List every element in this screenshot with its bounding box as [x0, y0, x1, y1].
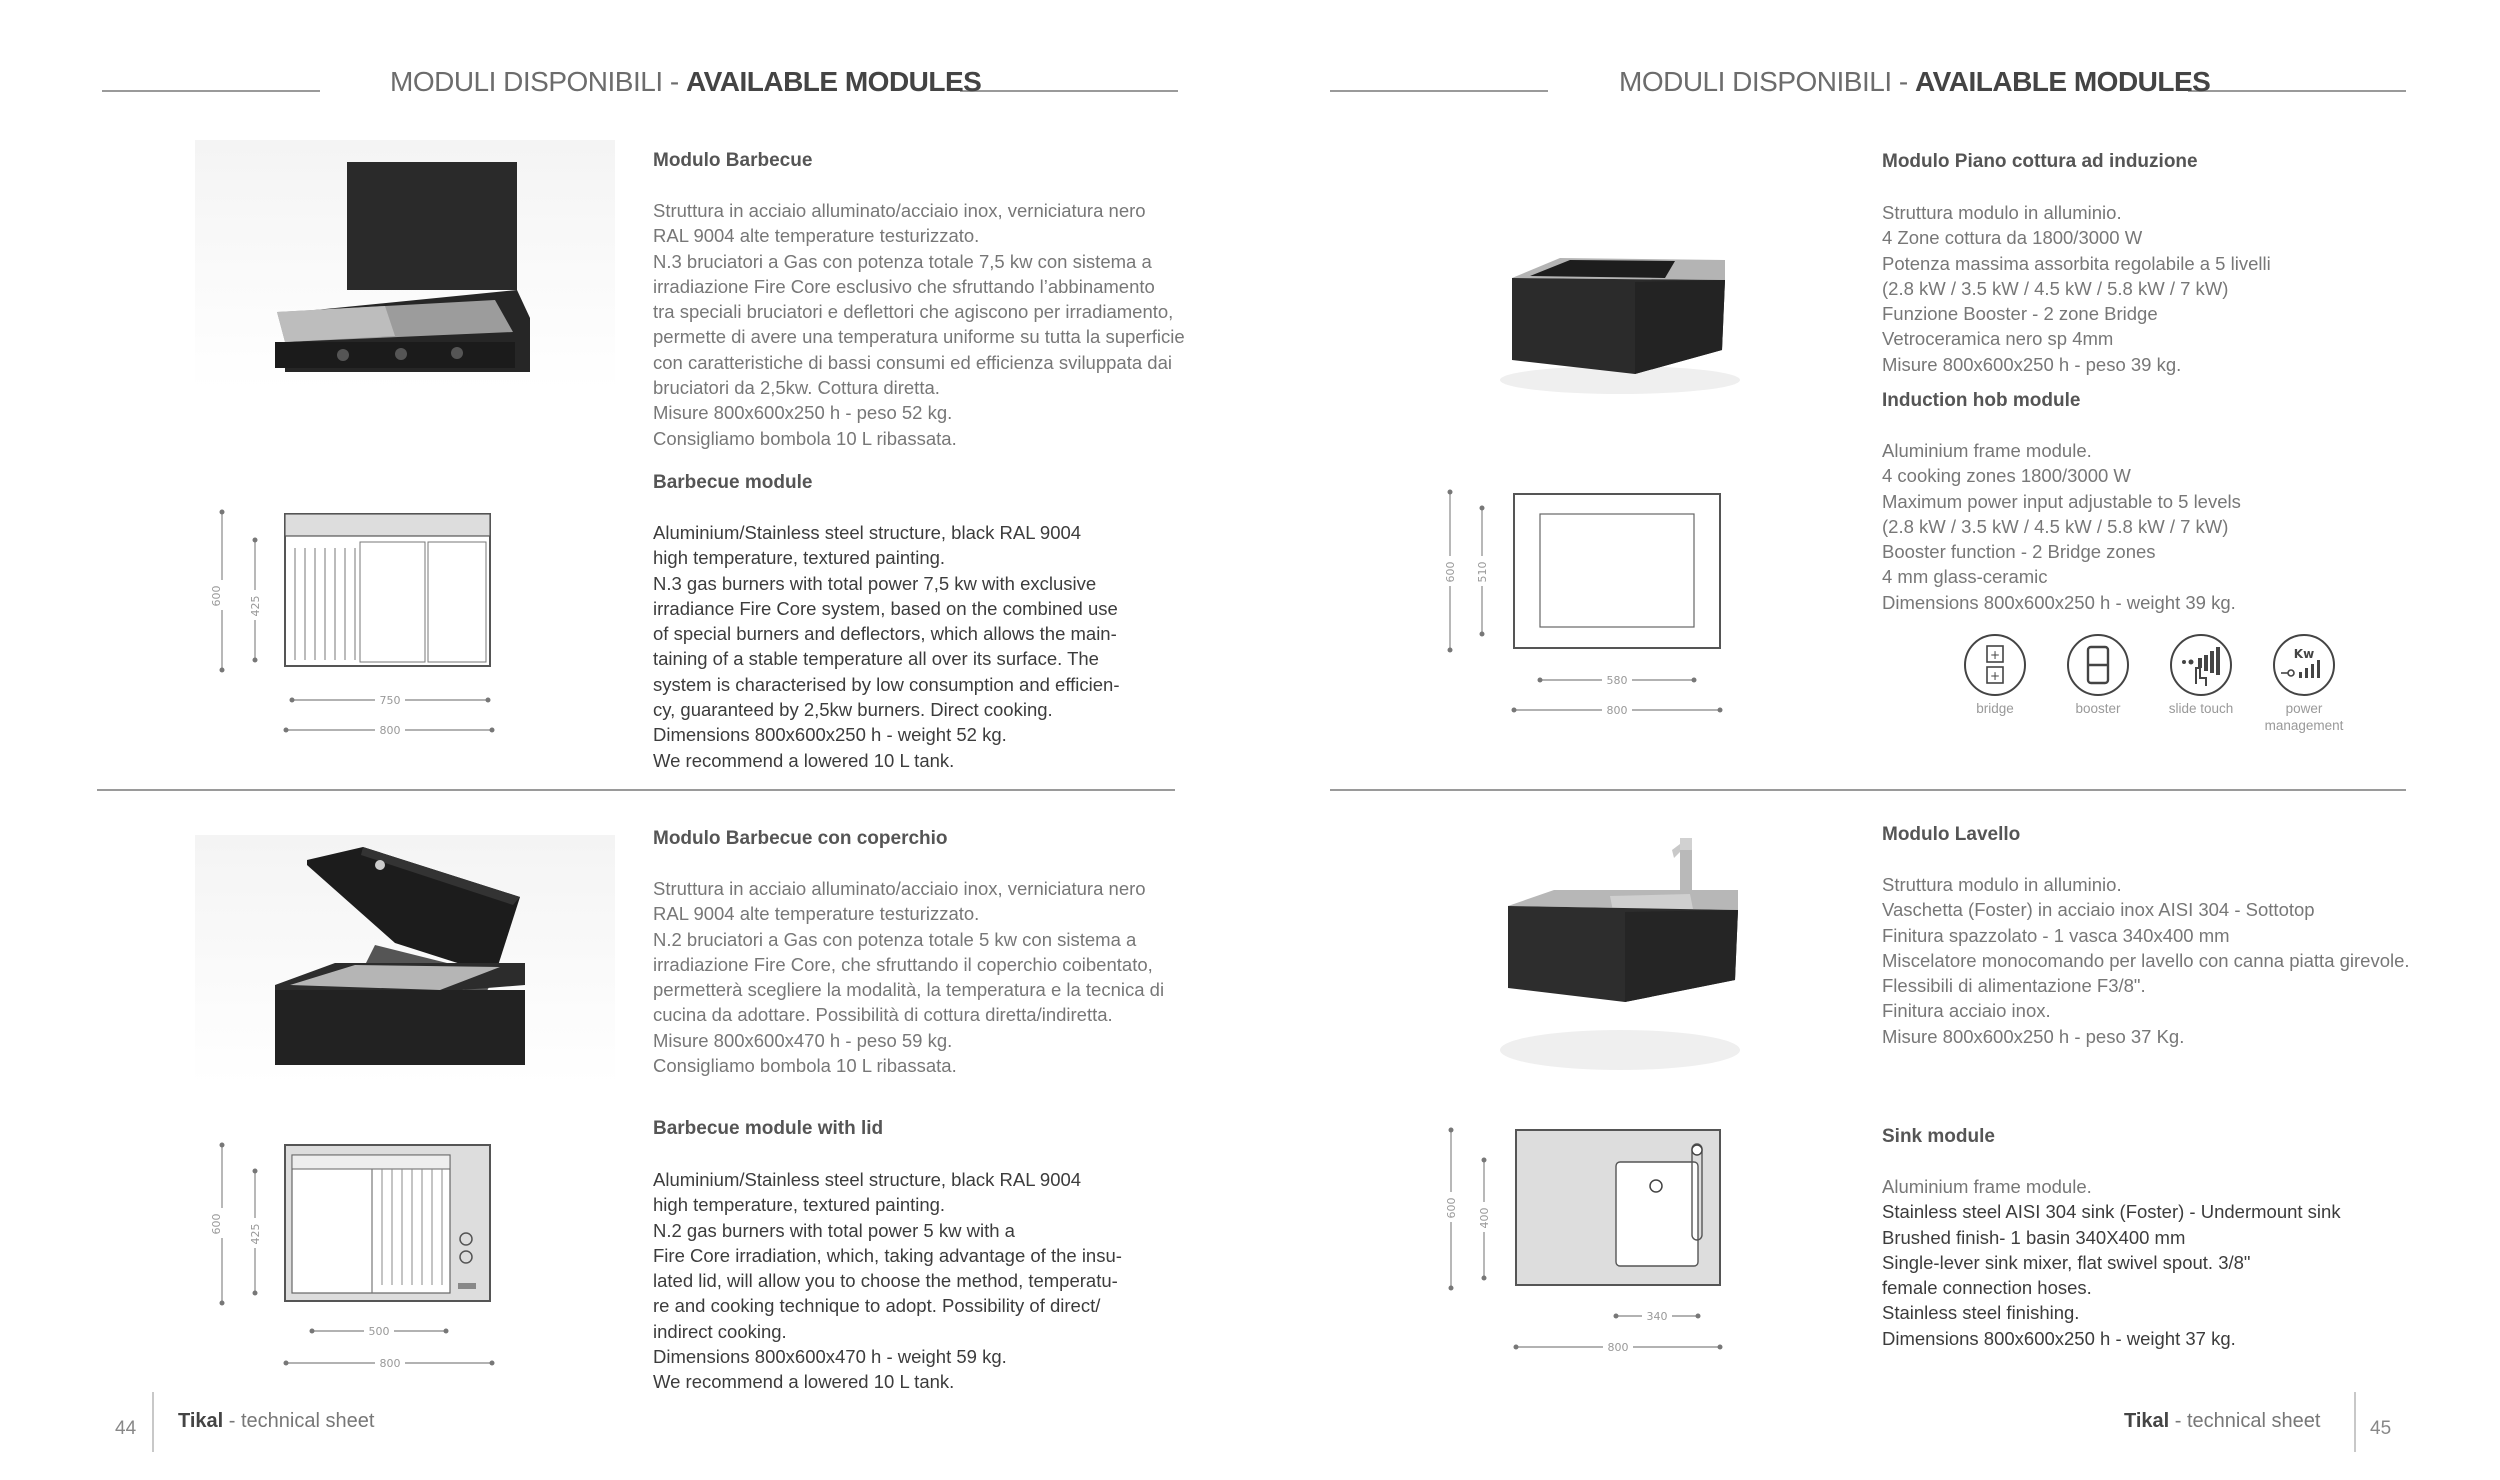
svg-text:340: 340 — [1646, 1310, 1668, 1323]
bridge-icon — [1964, 634, 2026, 696]
svg-text:Kw: Kw — [2293, 647, 2315, 661]
sink-title-it: Modulo Lavello — [1882, 824, 2021, 845]
feature-label: power management — [2264, 701, 2344, 733]
svg-text:600: 600 — [1445, 1197, 1458, 1219]
barbecue-lid-module-photo — [195, 835, 615, 1085]
feature-label: booster — [2075, 701, 2121, 716]
page-header: MODULI DISPONIBILI - AVAILABLE MODULES — [390, 66, 982, 97]
page-header: MODULI DISPONIBILI - AVAILABLE MODULES — [1619, 66, 2211, 97]
power-management-icon — [2273, 634, 2335, 696]
svg-text:800: 800 — [379, 1357, 401, 1370]
header-rule-right — [2188, 90, 2406, 92]
header-rule-left — [102, 90, 320, 92]
feature-label: slide touch — [2168, 701, 2234, 716]
header-rule-left — [1330, 90, 1548, 92]
svg-text:425: 425 — [249, 1223, 262, 1245]
svg-text:+: + — [1989, 648, 2001, 662]
svg-text:500: 500 — [368, 1325, 390, 1338]
svg-text:510: 510 — [1476, 561, 1489, 583]
induction-module-drawing — [1440, 480, 1740, 720]
footer-title: Tikal - technical sheet — [178, 1410, 375, 1432]
sink-text-en: Aluminium frame module. Stainless steel AISI 304 sink (Foster) - Undermount sink Brushed finish- 1 basin 340X400 mm Single-lever sink mixer, flat swivel spout. 3/8" female connection hoses. Stainless steel finishing. Dimensions 800x600x250 h - weight 37 kg. — [1882, 1176, 2341, 1349]
barbecue-title-it: Modulo Barbecue — [653, 150, 813, 171]
sink-text-it: Struttura modulo in alluminio. Vaschetta (Foster) in acciaio inox AISI 304 - Sottotop Finitura spazzolato - 1 vasca 340x400 mm Miscelatore monocomando per lavello con canna piatta girevole. Flessibili di alimentazione F3/8". Finitura acciaio inox. Misure 800x600x250 h - peso 37 Kg. — [1882, 874, 2410, 1047]
barbecue-lid-title-en: Barbecue module with lid — [653, 1118, 884, 1139]
page-number: 44 — [115, 1418, 137, 1439]
barbecue-text-en: Aluminium/Stainless steel structure, black RAL 9004 high temperature, textured painting. N.3 gas burners with total power 7,5 kw with exclusive irradiance Fire Core system, based on the combined use of special burners and deflectors, which allows the main- taining of a stable temperature all over its surface. The system is characterised by low consumption and efficien- cy, guaranteed by 2,5kw burners. Direct cooking. Dimensions 800x600x250 h - weight 52 kg. We recommend a lowered 10 L tank. — [653, 522, 1120, 771]
svg-text:400: 400 — [1478, 1207, 1491, 1229]
svg-text:800: 800 — [1607, 1341, 1629, 1354]
booster-icon — [2067, 634, 2129, 696]
sink-module-drawing — [1440, 1120, 1740, 1360]
barbecue-lid-text-en: Aluminium/Stainless steel structure, black RAL 9004 high temperature, textured painting. N.2 gas burners with total power 5 kw with a Fire Core irradiation, which, taking advantage of the insu- lated lid, will allow you to choose the method, temperatu- re and cooking technique to adopt. Possibility of direct/ indirect cooking. Dimensions 800x600x470 h - weight 59 kg. We recommend a lowered 10 L tank. — [653, 1169, 1122, 1393]
page-number: 45 — [2370, 1418, 2392, 1439]
sink-title-en: Sink module — [1882, 1126, 1995, 1147]
svg-text:600: 600 — [210, 585, 223, 607]
svg-text:425: 425 — [249, 595, 262, 617]
svg-text:750: 750 — [379, 694, 401, 707]
footer-title: Tikal - technical sheet — [2124, 1410, 2321, 1432]
section-divider — [1330, 789, 2406, 791]
induction-text-it: Struttura modulo in alluminio. 4 Zone cottura da 1800/3000 W Potenza massima assorbita regolabile a 5 livelli (2.8 kW / 3.5 kW / 4.5 kW / 5.8 kW / 7 kW) Funzione Booster - 2 zone Bridge Vetroceramica nero sp 4mm Misure 800x600x250 h - peso 39 kg. — [1882, 202, 2271, 375]
induction-title-it: Modulo Piano cottura ad induzione — [1882, 151, 2198, 172]
induction-title-en: Induction hob module — [1882, 390, 2081, 411]
svg-text:800: 800 — [1606, 704, 1628, 717]
barbecue-module-drawing — [200, 500, 520, 740]
feature-label: bridge — [1976, 701, 2014, 716]
sink-module-photo — [1480, 830, 1770, 1100]
svg-text:600: 600 — [1444, 561, 1457, 583]
induction-text-en: Aluminium frame module. 4 cooking zones 1800/3000 W Maximum power input adjustable to 5 levels (2.8 kW / 3.5 kW / 4.5 kW / 5.8 kW / 7 kW) Booster function - 2 Bridge zones 4 mm glass-ceramic Dimensions 800x600x250 h - weight 39 kg. — [1882, 440, 2241, 613]
svg-text:+: + — [1989, 669, 2001, 683]
barbecue-lid-title-it: Modulo Barbecue con coperchio — [653, 828, 948, 849]
slide-touch-icon — [2170, 634, 2232, 696]
barbecue-title-en: Barbecue module — [653, 472, 813, 493]
induction-module-photo — [1490, 230, 1760, 400]
header-rule-left — [960, 90, 1178, 92]
footer-separator — [2354, 1392, 2356, 1452]
svg-text:580: 580 — [1606, 674, 1628, 687]
section-divider — [97, 789, 1175, 791]
footer-separator — [152, 1392, 154, 1452]
barbecue-text-it: Struttura in acciaio alluminato/acciaio inox, verniciatura nero RAL 9004 alte temperature testurizzato. N.3 bruciatori a Gas con potenza totale 7,5 kw con sistema a irradiazione Fire Core esclusivo che sfruttando l’abbinamento tra speciali bruciatori e deflettori che agiscono per irradiamento, permette di avere una temperatura uniforme su tutta la superficie con caratteristiche di bassi consumi ed efficienza sviluppata dai bruciatori da 2,5kw. Cottura diretta. Misure 800x600x250 h - peso 52 kg. Consigliamo bombola 10 L ribassata. — [653, 200, 1185, 449]
barbecue-lid-text-it: Struttura in acciaio alluminato/acciaio inox, verniciatura nero RAL 9004 alte temperature testurizzato. N.2 bruciatori a Gas con potenza totale 5 kw con sistema a irradiazione Fire Core, che sfruttando il coperchio coibentato, permetterà scegliere la modalità, la temperatura e la tecnica di cucina da adottare. Possibilità di cottura diretta/indiretta. Misure 800x600x470 h - peso 59 kg. Consigliamo bombola 10 L ribassata. — [653, 878, 1165, 1077]
svg-text:600: 600 — [210, 1213, 223, 1235]
barbecue-module-photo — [195, 140, 615, 390]
svg-text:800: 800 — [379, 724, 401, 737]
barbecue-lid-module-drawing — [200, 1135, 520, 1375]
